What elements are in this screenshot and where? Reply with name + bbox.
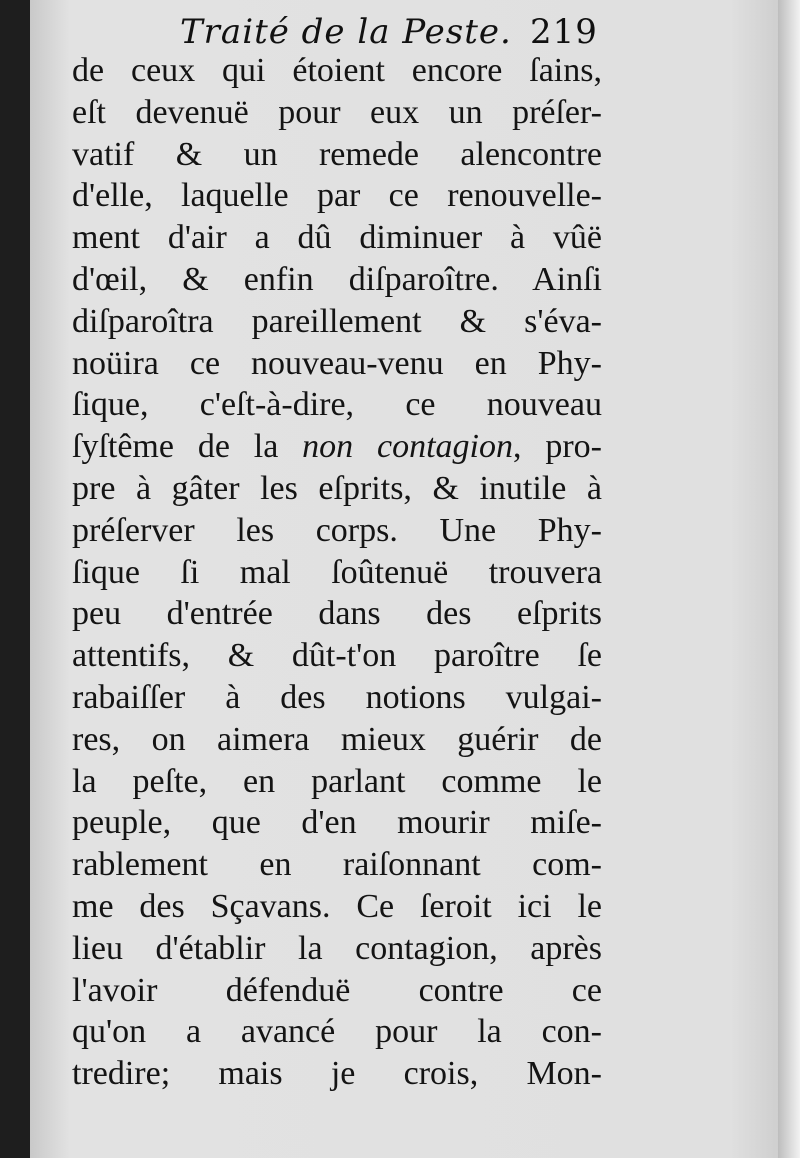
text-line [72, 426, 602, 468]
text-line: lieu d'établir la contagion, après [72, 929, 602, 967]
text-line: de ceux qui étoient encore ſains, [72, 52, 602, 89]
page-edge [778, 0, 800, 1158]
text-line: rabaiſſer à des notions vulgai- [72, 678, 602, 716]
text-line: ment d'air a dû diminuer à vûë [72, 219, 602, 257]
text-line: me des Sçavans. Ce ſeroit ici le [72, 887, 602, 925]
body-text [72, 50, 602, 1095]
text-segment: , pro- [513, 428, 602, 466]
running-title: Traité de la Peste. [180, 12, 512, 52]
text-line: vatif & un remede alencontre [72, 135, 602, 173]
text-line: rablement en raiſonnant com- [72, 846, 602, 884]
text-line: l'avoir défenduë contre ce [72, 971, 602, 1009]
text-line: préſerver les corps. Une Phy- [72, 511, 602, 549]
text-line: ſique, c'eſt-à-dire, ce nouveau [72, 386, 602, 424]
text-line: d'œil, & enfin diſparoître. Ainſi [72, 260, 602, 298]
text-line: diſparoîtra pareillement & s'éva- [72, 302, 602, 340]
text-line: ſique ſi mal ſoûtenuë trouvera [72, 553, 602, 591]
text-line: pre à gâter les eſprits, & inutile à [72, 469, 602, 507]
text-line: la peſte, en parlant comme le [72, 762, 602, 800]
text-line: peuple, que d'en mourir miſe- [72, 804, 602, 842]
italic-term: non contagion [302, 428, 513, 466]
text-line: d'elle, laquelle par ce renouvelle- [72, 177, 602, 215]
page-number: 219 [530, 12, 598, 52]
text-line: qu'on a avancé pour la con- [72, 1013, 602, 1051]
text-line: res, on aimera mieux guérir de [72, 720, 602, 758]
text-segment: ſyſtême de la [72, 428, 303, 466]
text-line: eſt devenuë pour eux un préſer- [72, 93, 602, 131]
text-line: noüira ce nouveau-venu en Phy- [72, 344, 602, 382]
text-line: tredire; mais je crois, Mon- [72, 1055, 602, 1093]
text-line: attentifs, & dût-t'on paroître ſe [72, 637, 602, 675]
text-line: peu d'entrée dans des eſprits [72, 595, 602, 633]
